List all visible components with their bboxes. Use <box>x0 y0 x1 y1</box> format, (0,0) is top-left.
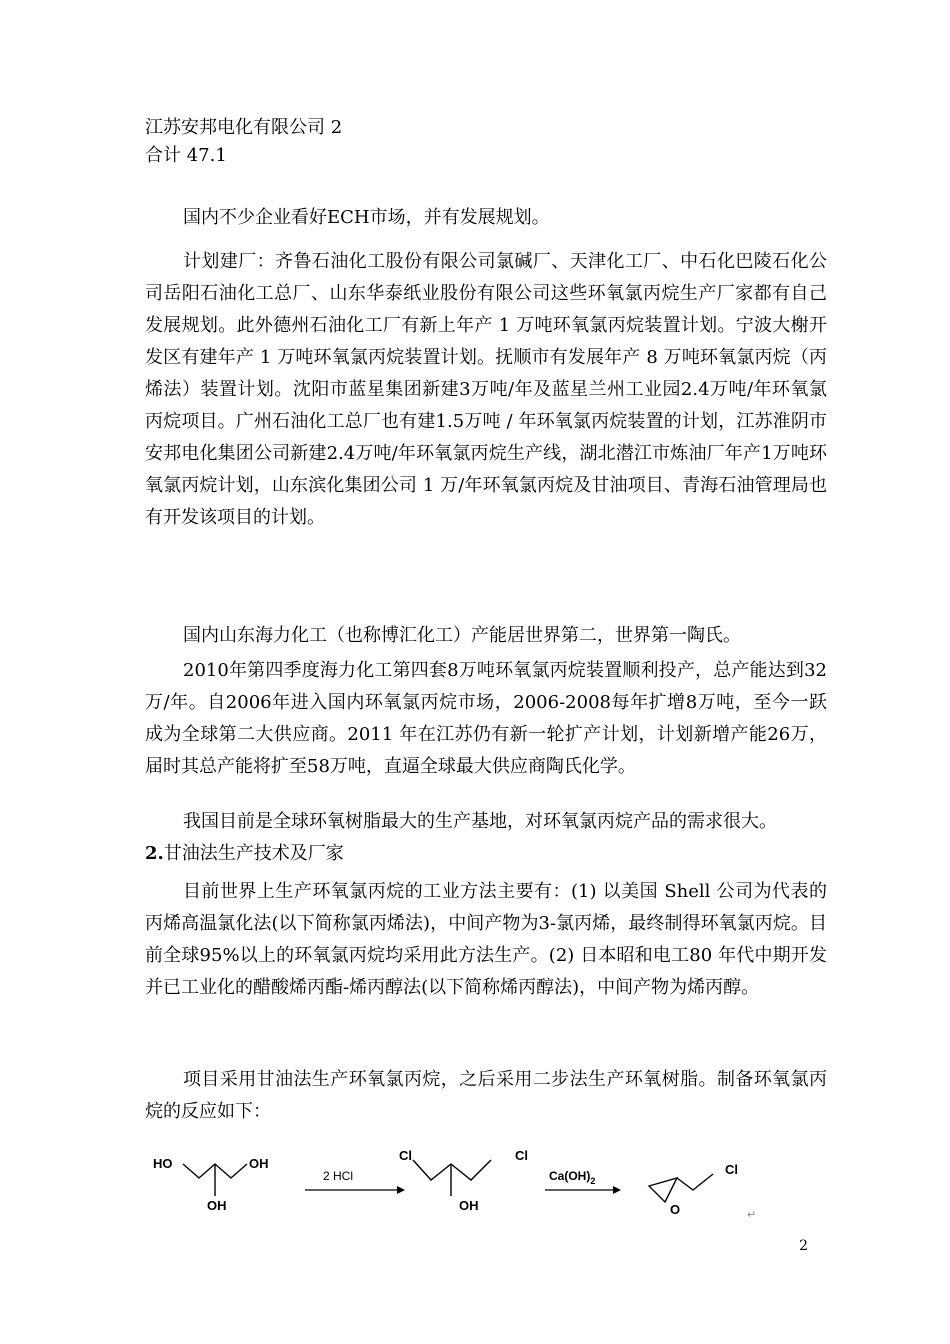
page-number: 2 <box>799 1238 808 1254</box>
dcp-cl-left: Cl <box>399 1148 412 1163</box>
epichlorohydrin-structure <box>649 1162 756 1221</box>
paragraph-glycerol-method: 项目采用甘油法生产环氧氯丙烷，之后采用二步法生产环氧树脂。制备环氧氯丙烷的反应如下： <box>145 1069 827 1122</box>
section-number: 2. <box>145 843 164 864</box>
ech-cl: Cl <box>725 1162 738 1177</box>
glycerol-ho-left: HO <box>153 1156 173 1171</box>
dcp-cl-right: Cl <box>515 1148 528 1163</box>
glycerol-oh-right: OH <box>249 1156 269 1171</box>
reagent-calcium-hydroxide <box>549 1169 595 1186</box>
reagent-base: Ca(OH) <box>549 1169 591 1183</box>
reaction-scheme <box>145 1146 785 1230</box>
return-mark: ↵ <box>747 1208 757 1221</box>
paragraph-industrial-methods: 目前世界上生产环氧氯丙烷的工业方法主要有：(1) 以美国 Shell 公司为代表的丙烯高温氯化法(以下简称氯丙烯法)，中间产物为3-氯丙烯，最终制得环氧氯丙烷。目前全球95%以上的环氧氯丙烷均采用此方法生产。(2) 日本昭和电工80 年代中期开发并已工业化的醋酸烯丙酯-烯丙醇法(以下简称烯丙醇法)，中间产物为烯丙醇。 <box>145 881 827 998</box>
paragraph-haili-expansion: 2010年第四季度海力化工第四套8万吨环氧氯丙烷装置顺利投产，总产能达到32万/年。自2006年进入国内环氧氯丙烷市场，2006-2008每年扩增8万吨，至今一跃成为全球第二大供应商。2011 年在江苏仍有新一轮扩产计划，计划新增产能26万，届时其总产能将扩至58万吨，直逼全球最大供应商陶氏化学。 <box>145 660 827 777</box>
total-line: 合计 47.1 <box>145 145 227 166</box>
paragraph-haili-capacity: 国内山东海力化工（也称博汇化工）产能居世界第二，世界第一陶氏。 <box>183 625 741 646</box>
section-title: 甘油法生产技术及厂家 <box>163 843 344 864</box>
section-heading <box>145 838 827 870</box>
dichloropropanol-structure <box>399 1148 528 1213</box>
dcp-oh-bottom: OH <box>459 1198 479 1213</box>
ech-oxygen: O <box>670 1202 681 1217</box>
glycerol-oh-bottom: OH <box>207 1198 227 1213</box>
paragraph-planned-plants: 计划建厂：齐鲁石油化工股份有限公司氯碱厂、天津化工厂、中石化巴陵石化公司岳阳石油化工总厂、山东华泰纸业股份有限公司这些环氧氯丙烷生产厂家都有自己发展规划。此外德州石油化工厂有新上年产 1 万吨环氧氯丙烷装置计划。宁波大榭开发区有建年产 1 万吨环氧氯丙烷装置计划。抚顺市有发展年产 8 万吨环氧氯丙烷（丙烯法）装置计划。沈阳市蓝星集团新建3万吨/年及蓝星兰州工业园2.4万吨/年环氧氯丙烷项目。广州石油化工总厂也有建1.5万吨 / 年环氧氯丙烷装置的计划，江苏淮阴市安邦电化集团公司新建2.4万吨/年环氧氯丙烷生产线，湖北潜江市炼油厂年产1万吨环氧氯丙烷计划，山东滨化集团公司 1 万/年环氧氯丙烷及甘油项目、青海石油管理局也有开发该项目的计划。 <box>145 251 827 528</box>
reaction-arrow-1 <box>305 1169 405 1194</box>
glycerol-structure <box>153 1156 269 1213</box>
reagent-hcl: 2 HCl <box>323 1169 354 1183</box>
reagent-subscript: 2 <box>590 1176 596 1186</box>
paragraph-ech-market: 国内不少企业看好ECH市场，并有发展规划。 <box>183 207 550 228</box>
reaction-arrow-2 <box>545 1169 621 1194</box>
company-line: 江苏安邦电化有限公司 2 <box>145 117 343 138</box>
paragraph-china-demand: 我国目前是全球环氧树脂最大的生产基地，对环氧氯丙烷产品的需求很大。 <box>183 811 777 832</box>
